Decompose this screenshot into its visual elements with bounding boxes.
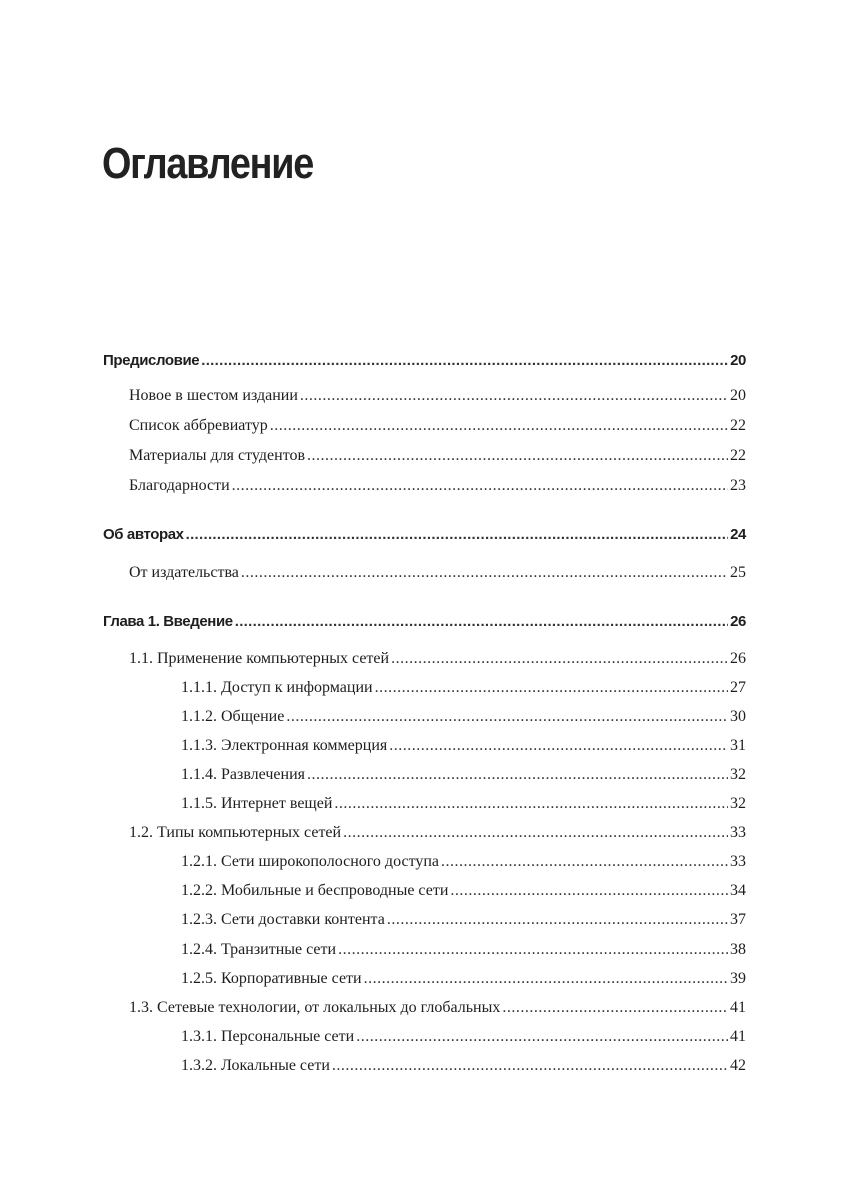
toc-entry-label: Новое в шестом издании (129, 387, 298, 404)
toc-entry-1-2-2[interactable] (181, 879, 746, 903)
toc-entry-student-materials[interactable] (129, 444, 746, 468)
dot-leader (375, 676, 728, 700)
dot-leader (389, 734, 728, 758)
toc-entry-label: 1.3.1. Персональные сети (181, 1028, 355, 1045)
toc-entry-page: 27 (730, 679, 746, 696)
toc-entry-1-1[interactable] (129, 647, 746, 671)
dot-leader (502, 996, 728, 1020)
toc-entry-page: 34 (730, 882, 746, 899)
toc-entry-label: Глава 1. Введение (103, 613, 233, 630)
dot-leader (450, 879, 728, 903)
toc-entry-page: 20 (730, 387, 746, 404)
toc-entry-1-3[interactable] (129, 996, 746, 1020)
toc-entry-page: 33 (730, 824, 746, 841)
toc-entry-page: 26 (730, 613, 746, 630)
toc-entry-1-3-1[interactable] (181, 1025, 746, 1049)
toc-entry-label: 1.1.4. Развлечения (181, 766, 305, 783)
dot-leader (300, 384, 728, 408)
dot-leader (307, 444, 728, 468)
toc-entry-label: 1.3.2. Локальные сети (181, 1057, 330, 1074)
dot-leader (356, 1025, 728, 1049)
toc-entry-page: 20 (730, 352, 746, 369)
toc-entry-abbreviations[interactable] (129, 414, 746, 438)
toc-entry-1-2-4[interactable] (181, 938, 746, 962)
dot-leader (270, 414, 728, 438)
dot-leader (391, 647, 728, 671)
toc-entry-label: Об авторах (103, 526, 184, 543)
dot-leader (286, 705, 728, 729)
dot-leader (364, 967, 728, 991)
toc-entry-page: 41 (730, 1028, 746, 1045)
page-title: Оглавление (102, 139, 313, 188)
toc-entry-label: 1.1.3. Электронная коммерция (181, 737, 388, 754)
toc-entry-about-authors[interactable] (103, 523, 746, 547)
dot-leader (332, 1054, 728, 1078)
dot-leader (232, 474, 728, 498)
dot-leader (307, 763, 728, 787)
dot-leader (387, 908, 728, 932)
toc-entry-acknowledgements[interactable] (129, 474, 746, 498)
toc-entry-1-2-1[interactable] (181, 850, 746, 874)
toc-entry-label: 1.2.5. Корпоративные сети (181, 970, 362, 987)
toc-entry-page: 41 (730, 999, 746, 1016)
toc-entry-label: Материалы для студентов (129, 447, 306, 464)
dot-leader (338, 938, 728, 962)
toc-entry-1-2-3[interactable] (181, 908, 746, 932)
toc-entry-label: 1.2.1. Сети широкополосного доступа (181, 853, 440, 870)
toc-entry-page: 32 (730, 766, 746, 783)
toc-entry-1-1-3[interactable] (181, 734, 746, 758)
toc-entry-label: 1.1.1. Доступ к информации (181, 679, 373, 696)
toc-entry-1-3-2[interactable] (181, 1054, 746, 1078)
toc-entry-label: Предисловие (103, 352, 200, 369)
toc-entry-page: 22 (730, 447, 746, 464)
dot-leader (334, 792, 728, 816)
toc-entry-1-2[interactable] (129, 821, 746, 845)
toc-entry-publisher[interactable] (129, 561, 746, 585)
toc-entry-page: 22 (730, 417, 746, 434)
toc-entry-page: 39 (730, 970, 746, 987)
toc-entry-page: 37 (730, 911, 746, 928)
toc-entry-page: 32 (730, 795, 746, 812)
toc-entry-label: 1.1. Применение компьютерных сетей (129, 650, 390, 667)
toc-entry-label: 1.1.5. Интернет вещей (181, 795, 333, 812)
dot-leader (241, 561, 728, 585)
toc-entry-page: 24 (730, 526, 746, 543)
toc-entry-1-1-4[interactable] (181, 763, 746, 787)
toc-entry-page: 30 (730, 708, 746, 725)
toc-entry-page: 38 (730, 941, 746, 958)
toc-entry-1-1-2[interactable] (181, 705, 746, 729)
dot-leader (201, 349, 728, 373)
toc-entry-page: 25 (730, 564, 746, 581)
toc-entry-label: 1.1.2. Общение (181, 708, 285, 725)
dot-leader (235, 610, 728, 634)
dot-leader (343, 821, 728, 845)
toc-entry-1-2-5[interactable] (181, 967, 746, 991)
toc-entry-preface[interactable] (103, 349, 746, 373)
toc-entry-page: 33 (730, 853, 746, 870)
toc-entry-chapter-1[interactable] (103, 610, 746, 634)
toc-entry-label: 1.2.2. Мобильные и беспроводные сети (181, 882, 449, 899)
toc-entry-page: 26 (730, 650, 746, 667)
toc-entry-1-1-5[interactable] (181, 792, 746, 816)
toc-entry-page: 23 (730, 477, 746, 494)
toc-entry-page: 42 (730, 1057, 746, 1074)
toc-entry-sixth-edition[interactable] (129, 384, 746, 408)
dot-leader (441, 850, 728, 874)
toc-entry-label: От издательства (129, 564, 239, 581)
dot-leader (186, 523, 728, 547)
toc-entry-1-1-1[interactable] (181, 676, 746, 700)
toc-entry-label: Список аббревиатур (129, 417, 268, 434)
toc-entry-label: 1.2. Типы компьютерных сетей (129, 824, 342, 841)
toc-entry-label: Благодарности (129, 477, 230, 494)
toc-entry-label: 1.2.3. Сети доставки контента (181, 911, 385, 928)
toc-entry-label: 1.3. Сетевые технологии, от локальных до глобальных (129, 999, 501, 1016)
toc-entry-label: 1.2.4. Транзитные сети (181, 941, 337, 958)
toc-entry-page: 31 (730, 737, 746, 754)
